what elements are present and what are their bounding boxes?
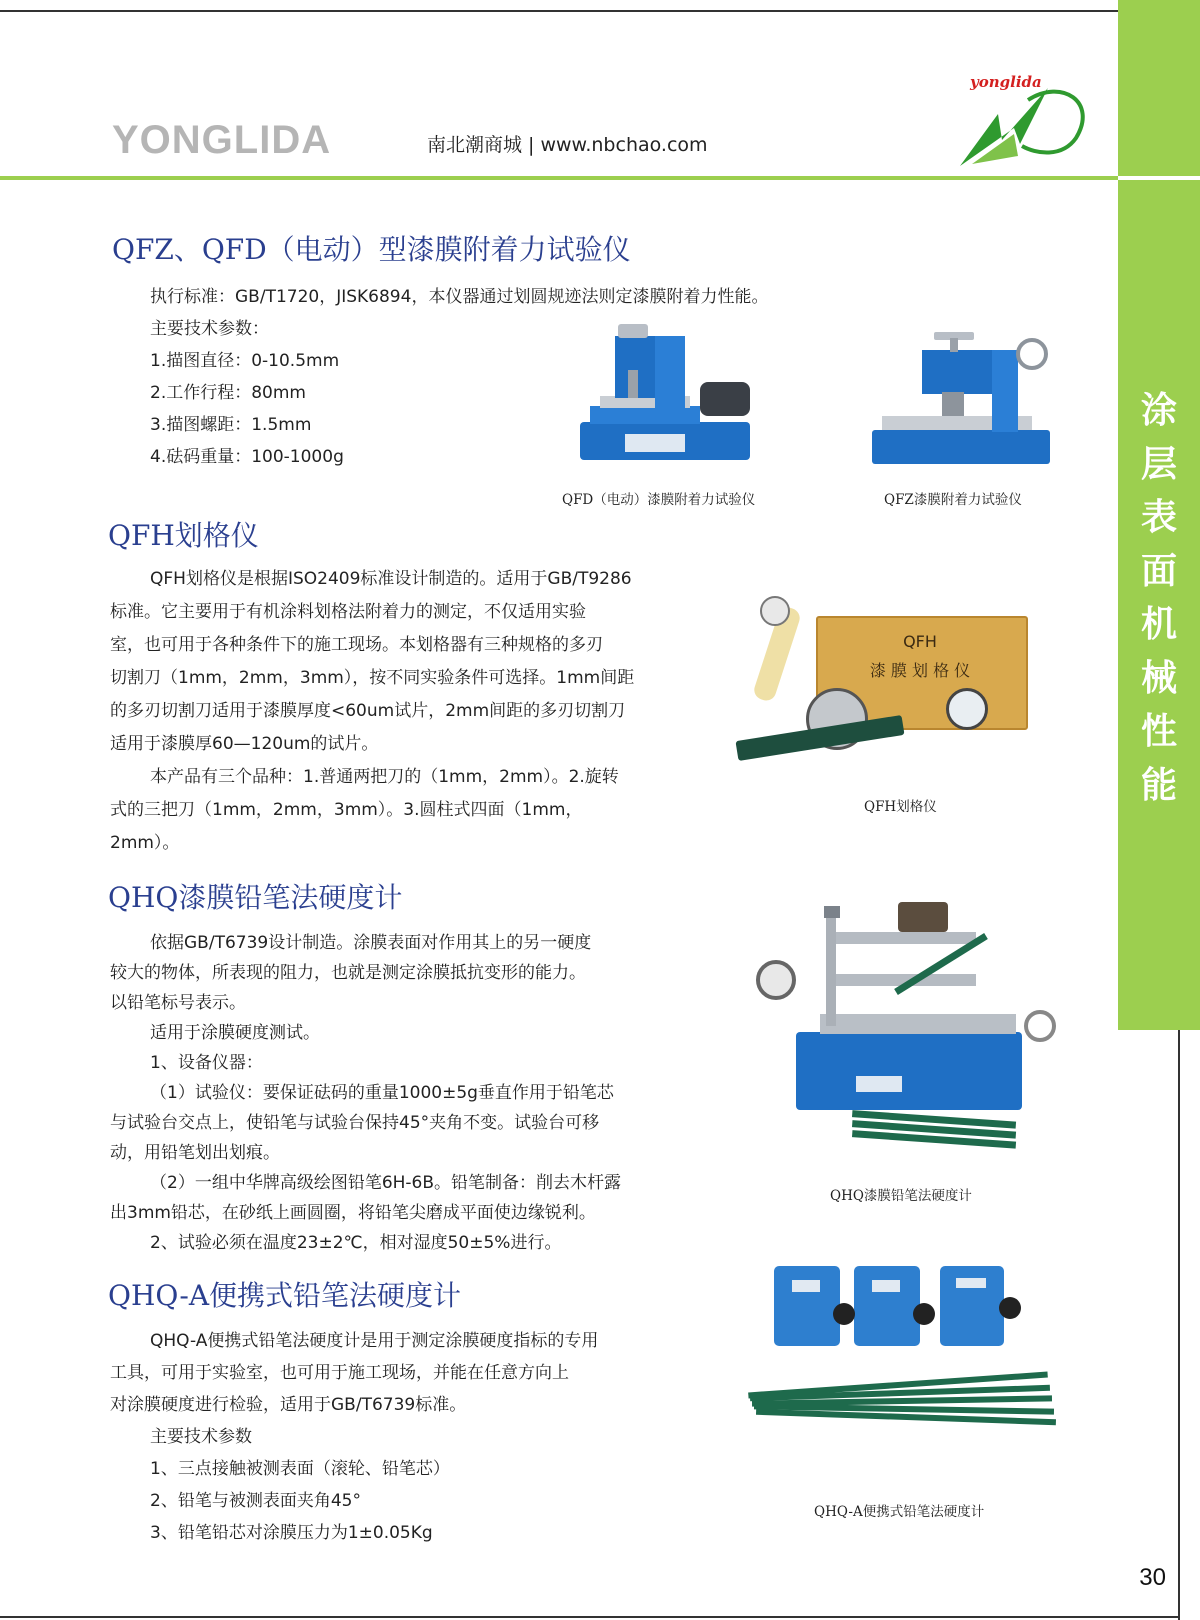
sidebar-char: 层 (1140, 442, 1177, 485)
site-url: 南北潮商城 | www.nbchao.com (427, 134, 708, 156)
magnifier (946, 688, 988, 730)
qfd-instrument-image (570, 322, 770, 472)
qhqa-param: 1、三点接触被测表面（滚轮、铅笔芯） (150, 1459, 450, 1479)
qfz-params-heading: 主要技术参数： (150, 319, 269, 339)
top-border (0, 10, 1118, 12)
qfz-param: 1.描图直径：0-10.5mm (150, 351, 340, 371)
qfh-paragraph-line: 切割刀（1mm，2mm，3mm），按不同实验条件可选择。1mm间距 (110, 668, 635, 688)
qfz-standard-text: 执行标准：GB/T1720，JISK6894，本仪器通过划圆规迹法则定漆膜附着力性能。 (150, 287, 769, 307)
qhq-paragraph-line: 适用于涂膜硬度测试。 (150, 1023, 320, 1043)
qfh-paragraph-line: 室，也可用于各种条件下的施工现场。本划格器有三种规格的多刃 (110, 635, 603, 655)
section-title-qhqa: QHQ-A便携式铅笔法硬度计 (108, 1279, 462, 1312)
qhqa-caption: QHQ-A便携式铅笔法硬度计 (814, 1504, 985, 1520)
sidebar-divider (1118, 176, 1200, 180)
logo-text: yonglida (970, 73, 1042, 91)
qhq-paragraph-line: 以铅笔标号表示。 (110, 993, 246, 1013)
qhqa-param: 2、铅笔与被测表面夹角45° (150, 1491, 361, 1511)
qfz-caption: QFZ漆膜附着力试验仪 (884, 492, 1022, 508)
qfd-caption: QFD（电动）漆膜附着力试验仪 (562, 492, 756, 508)
qhqa-params-heading: 主要技术参数 (150, 1427, 252, 1447)
qfh-paragraph-line: 2mm）。 (110, 833, 180, 853)
qfh-paragraph-line: 式的三把刀（1mm，2mm，3mm）。3.圆柱式四面（1mm， (110, 800, 583, 820)
qhq-paragraph-line: 2、试验必须在温度23±2℃，相对湿度50±5%进行。 (150, 1233, 562, 1253)
brand-name: YONGLIDA (112, 118, 332, 162)
bottom-border (0, 1616, 1180, 1618)
case-label-line: 漆 膜 划 格 仪 (869, 661, 971, 680)
qfh-paragraph-line: 标准。它主要用于有机涂料划格法附着力的测定，不仅适用实验 (110, 602, 586, 622)
qfh-paragraph-line: 本产品有三个品种：1.普通两把刀的（1mm，2mm）。2.旋转 (150, 767, 619, 787)
qfh-caption: QFH划格仪 (864, 799, 937, 815)
sidebar-char: 性 (1140, 710, 1177, 752)
qhq-instrument-image (756, 896, 1066, 1152)
qhq-paragraph-line: 与试验台交点上，使铅笔与试验台保持45°夹角不变。试验台可移 (110, 1113, 600, 1133)
sidebar-char: 械 (1140, 656, 1177, 699)
qhq-paragraph-line: 出3mm铅芯，在砂纸上画圆圈，将铅笔尖磨成平面使边缘锐利。 (110, 1203, 596, 1223)
qhq-paragraph-line: 依据GB/T6739设计制造。涂膜表面对作用其上的另一硬度 (150, 933, 592, 953)
qfh-kit-image (736, 596, 1026, 786)
qhqa-param: 3、铅笔铅芯对涂膜压力为1±0.05Kg (150, 1523, 433, 1543)
qhqa-paragraph-line: 工具，可用于实验室，也可用于施工现场，并能在任意方向上 (110, 1363, 569, 1383)
qfz-param: 2.工作行程：80mm (150, 383, 306, 403)
case-label-line: QFH (903, 632, 937, 651)
sidebar-char: 机 (1140, 603, 1177, 645)
sidebar-char: 涂 (1140, 389, 1177, 431)
qhq-paragraph-line: （2）一组中华牌高级绘图铅笔6H-6B。铅笔制备：削去木杆露 (150, 1173, 622, 1193)
qhqa-instrument-image (744, 1258, 1074, 1438)
qhq-paragraph-line: 较大的物体，所表现的阻力，也就是测定涂膜抵抗变形的能力。 (110, 963, 586, 983)
header-rule (0, 176, 1118, 180)
gauge-dial (760, 596, 790, 626)
sidebar-char: 表 (1140, 496, 1177, 538)
qhq-paragraph-line: 动，用铅笔划出划痕。 (110, 1143, 280, 1163)
sidebar-char: 面 (1140, 549, 1177, 592)
section-title-qhq: QHQ漆膜铅笔法硬度计 (108, 881, 403, 914)
qhq-paragraph-line: 1、设备仪器： (150, 1053, 263, 1073)
qhqa-paragraph-line: QHQ-A便携式铅笔法硬度计是用于测定涂膜硬度指标的专用 (150, 1331, 599, 1351)
qfz-instrument-image (862, 330, 1062, 470)
sidebar-category-title (1118, 384, 1200, 812)
qfz-param: 3.描图螺距：1.5mm (150, 415, 312, 435)
qfh-paragraph-line: QFH划格仪是根据ISO2409标准设计制造的。适用于GB/T9286 (150, 569, 632, 589)
section-title-qfz: QFZ、QFD（电动）型漆膜附着力试验仪 (112, 233, 631, 266)
page-number: 30 (1139, 1564, 1166, 1591)
qhq-paragraph-line: （1）试验仪：要保证砝码的重量1000±5g垂直作用于铅笔芯 (150, 1083, 614, 1103)
sidebar-char: 能 (1140, 763, 1177, 806)
qfz-param: 4.砝码重量：100-1000g (150, 447, 344, 467)
qhq-caption: QHQ漆膜铅笔法硬度计 (830, 1188, 972, 1204)
yonglida-logo (958, 66, 1098, 172)
qfh-paragraph-line: 的多刃切割刀适用于漆膜厚度<60um试片，2mm间距的多刃切割刀 (110, 701, 626, 721)
section-title-qfh: QFH划格仪 (108, 519, 259, 552)
qfh-paragraph-line: 适用于漆膜厚60—120um的试片。 (110, 734, 379, 754)
qhqa-paragraph-line: 对涂膜硬度进行检验，适用于GB/T6739标准。 (110, 1395, 467, 1415)
